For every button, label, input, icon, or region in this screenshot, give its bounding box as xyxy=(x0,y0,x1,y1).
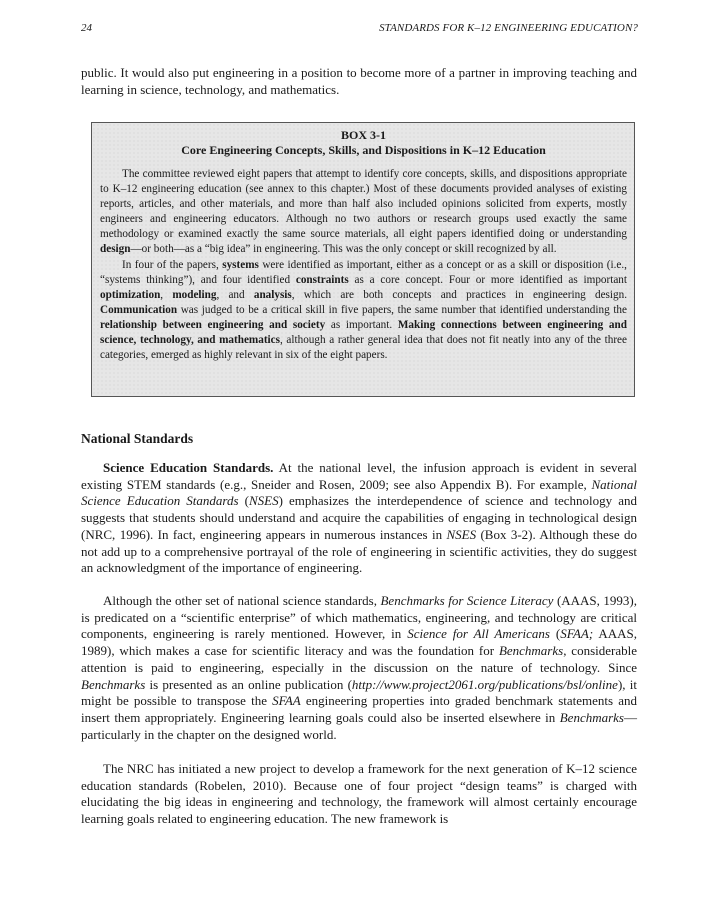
italic-term: Benchmarks xyxy=(81,676,146,692)
box-title: Core Engineering Concepts, Skills, and Dispositions in K–12 Education xyxy=(181,143,546,157)
benchmarks-paragraph xyxy=(81,593,637,743)
italic-term: http://www.project2061.org/publications/bsl/online xyxy=(351,676,618,692)
italic-term: Benchmarks xyxy=(498,643,564,659)
box-paragraph-1 xyxy=(100,167,627,258)
text-run: ), it might be possible to transpose the xyxy=(81,676,637,709)
text-run: were identified as important, either as a concept or as a skill or disposition (i.e., “systems thinking”), and four identified xyxy=(100,258,627,286)
text-run: —particularly in the chapter on the designed world. xyxy=(81,709,637,742)
text-run: , and xyxy=(216,288,254,301)
text-run: , which are both concepts and practices in engineering design. xyxy=(291,288,627,301)
text-run: (Box 3-2). Although these do not add up to a comprehensive portrayal of the role of engineering in scientific activities, they do suggest an acknowledgment of the importance of engineering. xyxy=(81,526,638,576)
bold-term: relationship between engineering and society xyxy=(100,318,326,331)
italic-term: NSES xyxy=(248,493,279,509)
text-run: as important. xyxy=(325,318,398,331)
italic-term: SFAA; xyxy=(560,626,594,642)
italic-term: NSES xyxy=(446,526,477,542)
text-run: , xyxy=(160,288,173,301)
text-run: engineering properties into graded benchmark statements and insert them appropriately. Engineering learning goals could also be inserted elsewhere in xyxy=(81,693,637,725)
italic-term: National Science Education Standards xyxy=(81,476,637,509)
italic-term: Benchmarks for Science Literacy xyxy=(380,593,554,608)
box-number: BOX 3-1 xyxy=(341,128,386,142)
science-standards-paragraph xyxy=(81,460,637,577)
bold-term: optimization xyxy=(100,288,161,301)
italic-term: Benchmarks xyxy=(559,709,624,725)
box-paragraph-2 xyxy=(100,258,627,364)
text-run: (AAAS, 1993), is predicated on a “scientific enterprise” of which mathematics, engineering, and technology are critical components, engineering is rarely mentioned. However, in xyxy=(81,593,637,642)
text-run: The committee reviewed eight papers that attempt to identify core concepts, skills, and dispositions appropriate to K–12 engineering education (see annex to this chapter.) Most of these documents provided analyses of existing reports, articles, and other materials, and more than half also included opinions solicited from experts, mostly engineers and engineering educators. Although no two authors or research groups used exactly the same methodology or examined exactly the same source materials, all eight papers identified doing or understanding xyxy=(100,168,627,241)
bold-term: analysis xyxy=(253,288,292,301)
text-run: Although the other set of national science standards, xyxy=(103,593,381,608)
box-3-1 xyxy=(91,122,635,397)
bold-term: design xyxy=(100,243,131,256)
text-run: ( xyxy=(549,626,561,642)
bold-term: Communication xyxy=(100,303,178,316)
intro-paragraph: public. It would also put engineering in a position to become more of a partner in improving teaching and learning in science, technology, and mathematics. xyxy=(81,65,637,97)
text-run: , considerable attention is paid to engineering, especially in the discussion on the nature of technology. Since xyxy=(81,643,637,675)
running-title: STANDARDS FOR K–12 ENGINEERING EDUCATION? xyxy=(379,22,638,34)
bold-term: systems xyxy=(222,258,259,271)
italic-term: SFAA xyxy=(272,693,301,709)
text-run: is presented as an online publication ( xyxy=(145,676,352,692)
italic-term: Science for All Americans xyxy=(407,626,550,642)
nrc-paragraph: The NRC has initiated a new project to develop a framework for the next generation of K–12 science education standards (Robelen, 2010). Because one of four project “design teams” is charged with elucidating the big ideas in engineering and technology, the framework will almost certainly encourage learning goals related to engineering education. The new framework is xyxy=(81,761,637,827)
bold-term: modeling xyxy=(172,288,217,301)
text-run: ) emphasizes the interdependence of science and technology and suggests that students should understand and acquire the capabilities of engaging in technological design (NRC, 1996). In fact, engineering appears in numerous instances in xyxy=(81,493,637,542)
text-run: At the national level, the infusion approach is evident in several existing STEM standards (e.g., Sneider and Rosen, 2009; see also Appendix B). For example, xyxy=(81,460,637,492)
text-run: In four of the papers, xyxy=(122,258,223,271)
bold-term: Making connections between engineering and science, technology, and mathematics xyxy=(100,318,627,347)
section-heading: National Standards xyxy=(81,431,194,446)
page-number: 24 xyxy=(81,22,92,34)
text-run: as a core concept. Four or more identified as important xyxy=(348,273,628,286)
text-run: , although a rather general idea that does not fit neatly into any of the three categories, emerged as highly relevant in six of the eight papers. xyxy=(100,334,627,362)
text-run: AAAS, 1989), which makes a case for scientific literacy and was the foundation for xyxy=(81,626,637,659)
text-run: was judged to be a critical skill in five papers, the same number that identified understanding the xyxy=(177,303,627,316)
text-run: —or both—as a “big idea” in engineering. This was the only concept or skill recognized by all. xyxy=(130,243,557,256)
text-run: ( xyxy=(238,493,249,509)
bold-term: Science Education Standards. xyxy=(103,460,274,475)
bold-term: constraints xyxy=(295,273,349,286)
